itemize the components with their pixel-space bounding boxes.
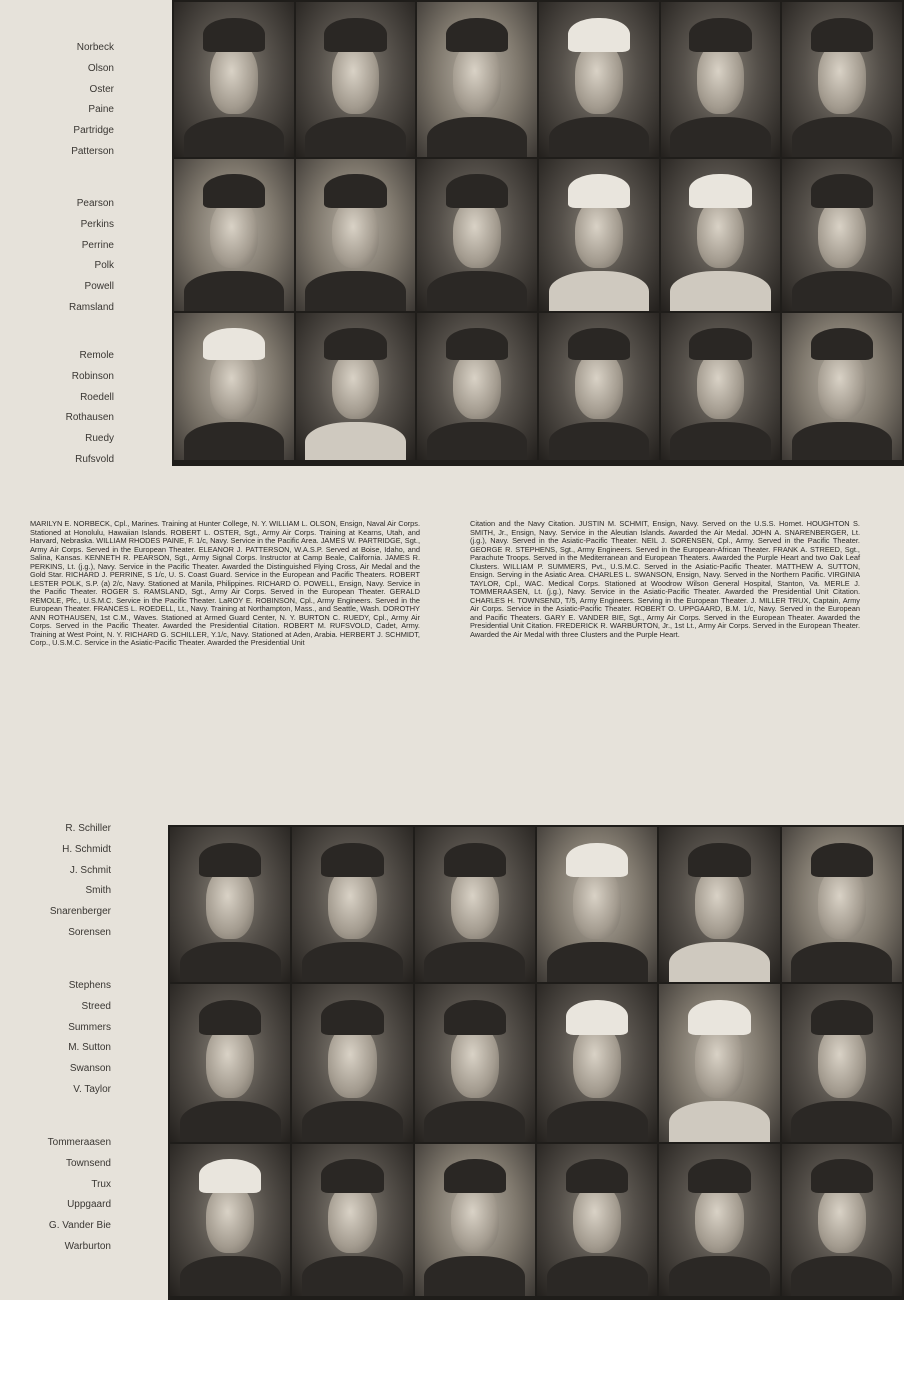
person-name: Snarenberger [49,906,111,918]
person-name: Ramsland [68,301,114,313]
biography-column-right: Citation and the Navy Citation. JUSTIN M. SCHMIT, Ensign, Navy. Served on the U.S.S. Hornet. HOUGHTON S. SMITH, Jr., Ensign, Navy. Service in the Aleutian Islands. Awarded the Air Medal. JOHN A. SNARENBERGER, Lt. (j.g.), Navy. Served in the Asiatic-Pacific Theater. NEIL J. SORENSEN, Cpl., Army. Served in the Pacific Theater. GEORGE R. STEPHENS, Sgt., Army Engineers. Served in the European-African Theater. FRANK A. STREED, Sgt., Parachute Troops. Served in the Mediterranean and European Theaters. Awarded the Purple Heart and two Oak Leaf Clusters. WILLIAM P. SUMMERS, Pvt., U.S.M.C. Served in the Asiatic-Pacific Theater. MATTHEW A. SUTTON, Ensign. Serving in the Asiatic Area. CHARLES L. SWANSON, Ensign, Navy. Served in the Northern Pacific. VIRGINIA TAYLOR, Cpl., WAC. Medical Corps. Stationed at Woodrow Wilson General Hospital, Stanton, Va. MERLE J. TOMMERAASEN, Lt. (j.g.), Navy. Service in the Asiatic-Pacific Theater. Awarded the Presidential Unit Citation. CHARLES H. TOWNSEND, T/5, Army Engineers. Serving in the European Theater. J. MILLER TRUX, Captain, Army Air Corps. Service in the Asiatic-Pacific Theater. ROBERT O. UPPGAARD, B.M. 1/c, Navy. Served in the European and Pacific Theaters. GARY E. VANDER BIE, Sgt., Army Air Corps. Served in the European Theater. Awarded the Presidential Unit Citation. FREDERICK R. WARBURTON, Jr., 1st Lt., Army Air Corps. Served in the European Theater. Awarded the Air Medal with three Clusters and the Purple Heart. [470,519,860,639]
person-name: Perrine [81,239,114,251]
person-name: Polk [94,260,114,272]
portrait-photo [174,159,294,311]
biography-column-left: MARILYN E. NORBECK, Cpl., Marines. Training at Hunter College, N. Y. WILLIAM L. OLSON, Ensign, Naval Air Corps. Stationed at Honolulu, Hawaiian Islands. ROBERT L. OSTER, Sgt., Army Air Corps. Training at Kearns, Utah, and Harvard, Nebraska. WILLIAM RHODES PAINE, F. 1/c, Navy. Service in the Pacific Area. JAMES W. PARTRIDGE, Sgt., Army Air Corps. Served in the European Theater. ELEANOR J. PATTERSON, W.A.S.P. Served at Boise, Idaho, and Salina, Kansas. KENNETH R. PEARSON, Sgt., Army Signal Corps. Instructor at Camp Beale, California. JAMES R. PERKINS, Lt. (j.g.), Navy. Service in the Pacific Theater. Awarded the Distinguished Flying Cross, Air Medal and the Gold Star. RICHARD J. PERRINE, S 1/c, U. S. Coast Guard. Service in the European and Pacific Theaters. ROBERT LESTER POLK, S.P. (a) 2/c, Navy. Stationed at Manila, Philippines. RICHARD O. POWELL, Ensign, Navy. Service in the Pacific Theater. ROGER S. RAMSLAND, Sgt., Army Air Corps. Served in the European Theater. GERALD REMOLE, Pfc., U.S.M.C. Service in the Pacific Theater. LaROY E. ROBINSON, Cpl., Army Engineers. Served in the European Theater. FRANCES L. ROEDELL, Lt., Navy. Training at Northampton, Mass., and Seattle, Wash. DOROTHY ANN ROTHAUSEN, 1st C.M., Waves. Stationed at Armed Guard Center, N. Y. BURTON C. RUEDY, Cpl., Army Air Corps. Served in the Pacific Theater. Awarded the Presidential Citation. ROBERT M. RUFSVOLD, Cadet, Army. Training at West Point, N. Y. RICHARD G. SCHILLER, Y.1/c, Navy. Stationed at Aden, Arabia. HERBERT J. SCHMIDT, Corp., U.S.M.C. Service in the Asiatic-Pacific Theater. Awarded the Presidential Unit [30,519,420,647]
person-name: Swanson [69,1063,111,1075]
portrait-photo [296,313,416,460]
portrait-photo [296,159,416,311]
person-name: M. Sutton [68,1042,111,1054]
person-name: J. Schmit [69,864,111,876]
portrait-photo [782,827,902,982]
person-name: Smith [85,885,111,897]
portrait-grid-upper [172,0,904,466]
portrait-photo [170,1144,290,1296]
person-name: Streed [81,1000,111,1012]
person-name: Oster [89,83,114,95]
portrait-photo [417,159,537,311]
name-list-lower-1 [0,819,111,944]
portrait-photo [659,1144,779,1296]
name-list-upper-3 [0,346,114,471]
person-name: Summers [68,1021,111,1033]
person-name: Olson [87,62,114,74]
portrait-photo [782,2,902,157]
portrait-photo [661,159,781,311]
person-name: Perkins [80,218,114,230]
person-name: Pearson [76,198,114,209]
person-name: Sorensen [68,926,111,938]
person-name: Townsend [65,1157,111,1169]
portrait-photo [170,827,290,982]
person-name: Rothausen [65,412,114,424]
portrait-photo [782,159,902,311]
name-list-upper-1 [0,38,114,163]
person-name: Norbeck [76,42,114,53]
person-name: Rufsvold [75,453,114,465]
portrait-photo [415,827,535,982]
portrait-photo [417,2,537,157]
person-name: H. Schmidt [62,843,111,855]
person-name: R. Schiller [65,823,111,834]
portrait-photo [415,1144,535,1296]
person-name: V. Taylor [73,1083,111,1095]
person-name: Warburton [64,1240,111,1252]
portrait-photo [782,1144,902,1296]
person-name: G. Vander Bie [48,1220,111,1232]
name-list-lower-2 [0,976,111,1101]
portrait-photo [661,313,781,460]
portrait-photo [539,313,659,460]
portrait-photo [170,984,290,1142]
portrait-photo [296,2,416,157]
person-name: Partridge [73,125,114,137]
portrait-photo [782,313,902,460]
portrait-photo [539,2,659,157]
portrait-photo [292,827,412,982]
portrait-grid-lower [168,825,904,1300]
person-name: Uppgaard [67,1199,111,1211]
person-name: Robinson [71,370,114,382]
portrait-photo [782,984,902,1142]
portrait-photo [537,1144,657,1296]
person-name: Remole [79,350,114,361]
person-name: Roedell [80,391,114,403]
person-name: Ruedy [85,433,114,445]
portrait-photo [659,984,779,1142]
person-name: Patterson [71,145,114,157]
person-name: Stephens [68,980,111,991]
portrait-photo [537,827,657,982]
person-name: Trux [91,1178,111,1190]
portrait-photo [659,827,779,982]
name-list-upper-2 [0,194,114,319]
name-list-lower-3 [0,1133,111,1258]
portrait-photo [417,313,537,460]
portrait-photo [415,984,535,1142]
person-name: Paine [88,104,114,116]
portrait-photo [292,984,412,1142]
person-name: Tommeraasen [47,1137,111,1148]
portrait-photo [661,2,781,157]
portrait-photo [292,1144,412,1296]
portrait-photo [537,984,657,1142]
portrait-photo [174,2,294,157]
person-name: Powell [84,281,114,293]
portrait-photo [174,313,294,460]
portrait-photo [539,159,659,311]
